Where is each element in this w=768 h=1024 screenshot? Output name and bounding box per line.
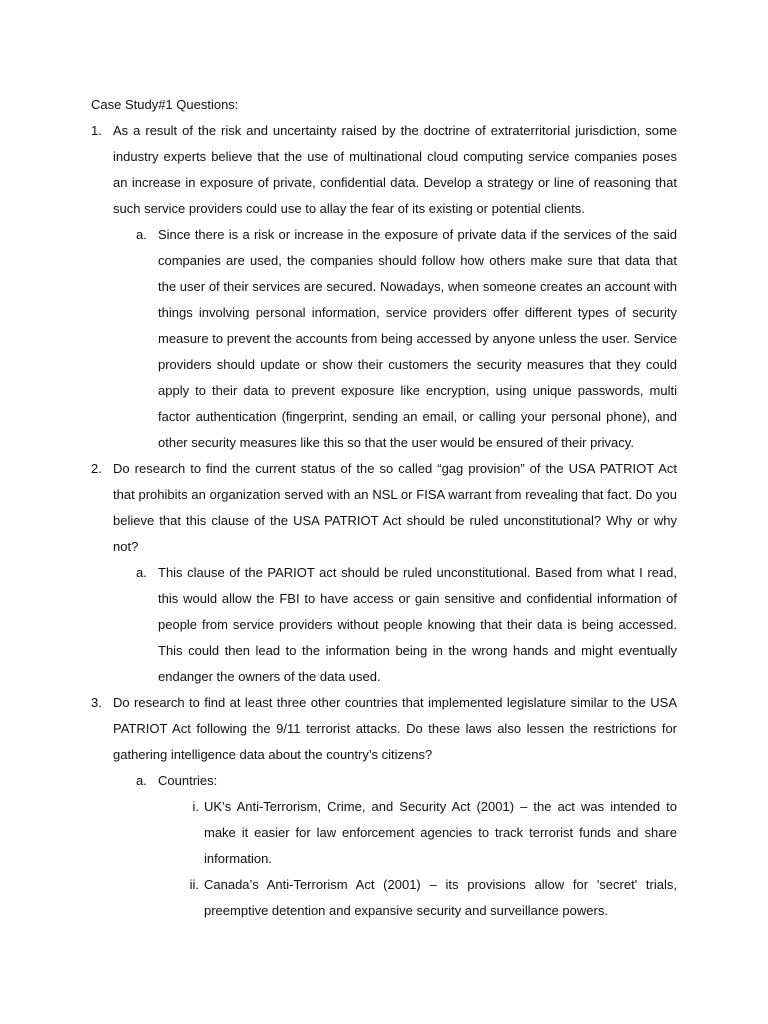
document-title: Case Study#1 Questions:: [91, 97, 239, 112]
document-body: [91, 92, 677, 924]
answer-text: Since there is a risk or increase in the exposure of private data if the services of the said companies are used, the companies should follow how others make sure that data that the user of their services are secured. Nowadays, when someone creates an account with things involving personal information, service providers offer different types of security measure to prevent the accounts from being accessed by anyone unless the user. Service providers should update or show their customers the security measures that they could apply to their data to prevent exposure like encryption, using unique passwords, multi factor authentication (fingerprint, sending an email, or calling your personal phone), and other security measures like this so that the user would be ensured of their privacy.: [158, 227, 677, 450]
answer-letter: a.: [136, 773, 147, 788]
question-1: [91, 118, 677, 222]
list-item-text: Canada’s Anti-Terrorism Act (2001) – its provisions allow for 'secret' trials, preemptive detention and expansive security and surveillance powers.: [204, 877, 677, 918]
answer-text: This clause of the PARIOT act should be ruled unconstitutional. Based from what I read, this would allow the FBI to have access or gain sensitive and confidential information of people from service providers without people knowing that their data is being accessed. This could then lead to the information being in the wrong hands and might eventually endanger the owners of the data used.: [158, 565, 677, 684]
question-number: 3.: [91, 695, 102, 710]
answer-1a: [91, 222, 677, 456]
question-2: [91, 456, 677, 560]
answer-letter: a.: [136, 565, 147, 580]
list-numeral: ii.: [189, 877, 199, 892]
answer-3a: [91, 768, 677, 794]
question-text: Do research to find at least three other countries that implemented legislature similar to the USA PATRIOT Act following the 9/11 terrorist attacks. Do these laws also lessen the restrictions for gathering intelligence data about the country’s citizens?: [113, 695, 677, 762]
question-number: 2.: [91, 461, 102, 476]
answer-2a: [91, 560, 677, 690]
question-number: 1.: [91, 123, 102, 138]
answer-letter: a.: [136, 227, 147, 242]
answer-text: Countries:: [158, 773, 218, 788]
list-item-3a-ii: [91, 872, 677, 924]
question-3: [91, 690, 677, 768]
list-numeral: i.: [192, 799, 199, 814]
list-item-text: UK’s Anti-Terrorism, Crime, and Security Act (2001) – the act was intended to make it easier for law enforcement agencies to track terrorist funds and share information.: [204, 799, 677, 866]
question-text: As a result of the risk and uncertainty raised by the doctrine of extraterritorial jurisdiction, some industry experts believe that the use of multinational cloud computing service companies poses an increase in exposure of private, confidential data. Develop a strategy or line of reasoning that such service providers could use to allay the fear of its existing or potential clients.: [113, 123, 677, 216]
question-text: Do research to find the current status of the so called “gag provision” of the USA PATRIOT Act that prohibits an organization served with an NSL or FISA warrant from revealing that fact. Do you believe that this clause of the USA PATRIOT Act should be ruled unconstitutional? Why or why not?: [113, 461, 677, 554]
list-item-3a-i: [91, 794, 677, 872]
